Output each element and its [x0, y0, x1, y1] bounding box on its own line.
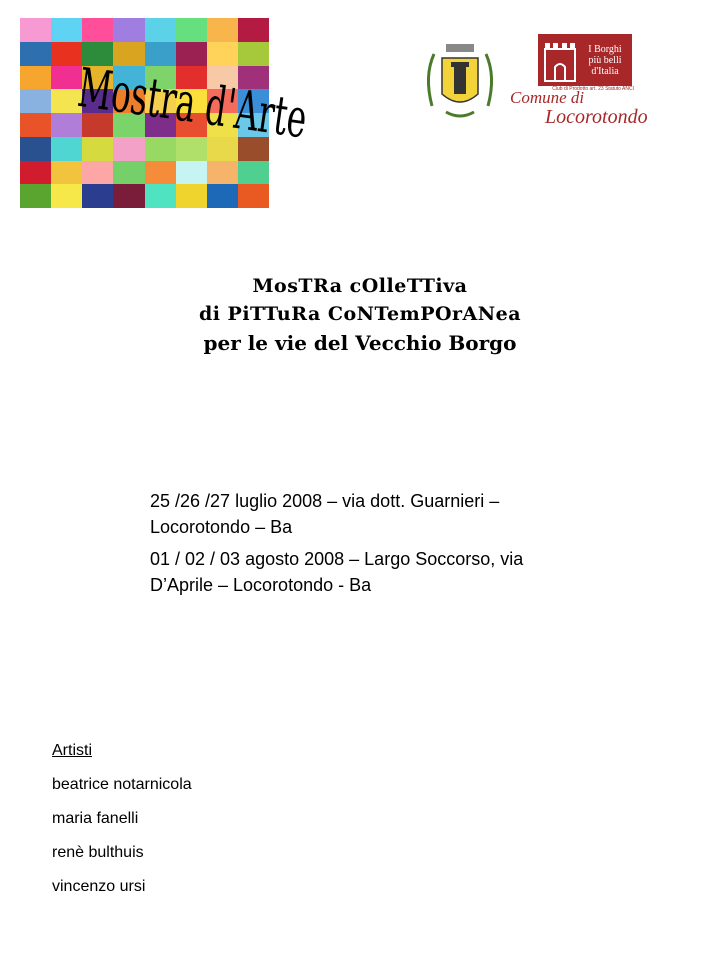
headline-line-1: MosTRa cOlleTTiva	[252, 275, 468, 297]
mosaic-tile	[20, 66, 51, 90]
mosaic-tile	[113, 161, 144, 185]
comune-label: Comune di	[510, 88, 585, 107]
mosaic-tile	[20, 137, 51, 161]
mosaic-tile	[82, 18, 113, 42]
logo-title-text: Mostra d'Arte	[74, 55, 460, 172]
mosaic-tile	[207, 161, 238, 185]
mosaic-title	[70, 40, 460, 172]
event-dates	[150, 488, 590, 604]
artist-name: maria fanelli	[52, 810, 139, 827]
mosaic-tile	[176, 18, 207, 42]
borghi-label-1: I Borghi	[588, 43, 622, 55]
municipal-crest-icon	[420, 36, 500, 126]
mosaic-tile	[51, 184, 82, 208]
headline-line-3: per le vie del Vecchio Borgo	[203, 331, 517, 355]
mosaic-tile	[113, 184, 144, 208]
mosaic-tile	[145, 18, 176, 42]
mosaic-tile	[145, 161, 176, 185]
artist-name: beatrice notarnicola	[52, 776, 192, 793]
mosaic-tile	[20, 89, 51, 113]
mosaic-tile	[145, 184, 176, 208]
mosaic-tile	[207, 18, 238, 42]
mosaic-tile	[238, 184, 269, 208]
castle-icon	[541, 35, 579, 85]
date-entry-2: 01 / 02 / 03 agosto 2008 – Largo Soccorso, via D’Aprile – Locorotondo - Ba	[150, 549, 524, 595]
mosaic-tile	[238, 18, 269, 42]
headline-line-2: di PiTTuRa CoNTemPOrANea	[198, 303, 522, 325]
mosaic-tile	[238, 161, 269, 185]
mosaic-tile	[51, 161, 82, 185]
mosaic-tile	[82, 161, 113, 185]
headline	[100, 272, 620, 358]
mosaic-tile	[20, 161, 51, 185]
artist-name: vincenzo ursi	[52, 878, 146, 895]
artists-list	[52, 734, 192, 904]
mosaic-title-art	[70, 40, 460, 172]
borghi-logo	[538, 34, 632, 86]
comune-name: Locorotondo	[545, 106, 648, 128]
mosaic-tile	[51, 18, 82, 42]
mosaic-tile	[207, 184, 238, 208]
borghi-label-2: più belli	[588, 54, 622, 66]
mosaic-tile	[20, 113, 51, 137]
artist-name: renè bulthuis	[52, 844, 144, 861]
artists-heading: Artisti	[52, 742, 92, 759]
mosaic-tile	[20, 42, 51, 66]
mosaic-tile	[176, 184, 207, 208]
mosaic-tile	[176, 161, 207, 185]
borghi-label-3: d'Italia	[591, 65, 619, 77]
mosaic-tile	[113, 18, 144, 42]
mosaic-tile	[82, 184, 113, 208]
mosaic-tile	[20, 18, 51, 42]
borghi-subtext: Club di Prodotto art. 23 Statuto ANCI	[552, 86, 634, 92]
mosaic-tile	[20, 184, 51, 208]
date-entry-1: 25 /26 /27 luglio 2008 – via dott. Guarnieri – Locorotondo – Ba	[150, 491, 500, 537]
